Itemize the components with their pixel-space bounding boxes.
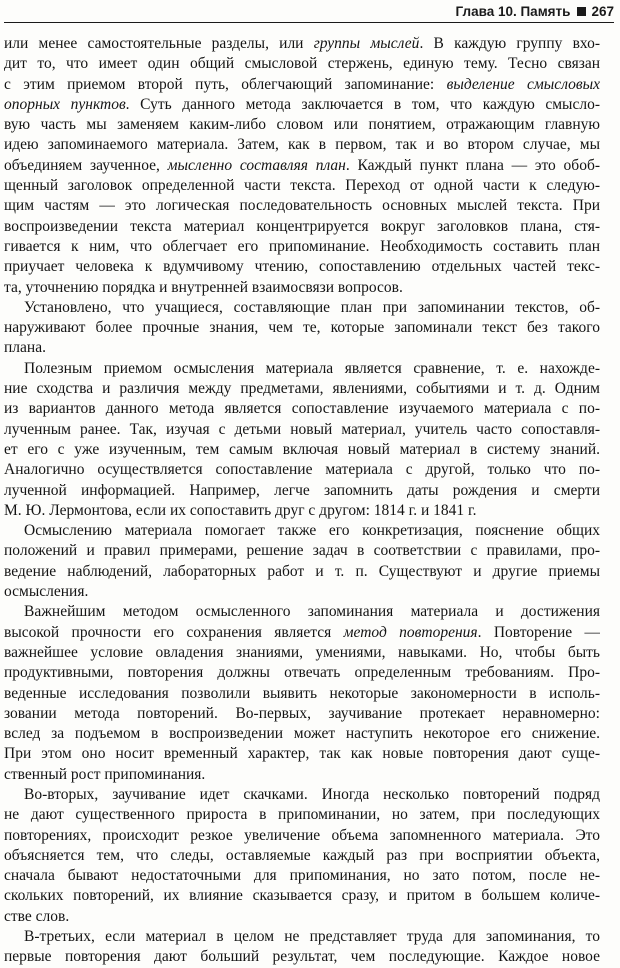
text-run: повторениях, происходит резкое увеличение объема запомненного материала. Это xyxy=(4,826,600,844)
text-run: Осмыслению материала помогает также его конкретизация, пояснение общих xyxy=(24,522,600,540)
text-run: приучает человека к вдумчивому чтению, сопоставлению отдельных частей текс- xyxy=(4,258,600,276)
text-line xyxy=(4,318,600,338)
text-run: воспроизведении текста материал концентрируется вокруг заголовков плана, стя- xyxy=(4,217,600,235)
italic-term: выделение смысловых xyxy=(446,75,600,93)
text-run: При этом оно носит временный характер, так как новые повторения дают суще- xyxy=(4,745,600,763)
text-run: зовании метода повторений. Во-первых, заучивание протекает неравномерно: xyxy=(4,704,600,722)
text-line xyxy=(4,176,600,196)
text-line xyxy=(4,237,600,257)
text-run: М. Ю. Лермонтова, если их сопоставить друг с другом: 1814 г. и 1841 г. xyxy=(4,501,477,519)
text-run: вую часть мы заменяем каким-либо словом или понятием, отражающим главную xyxy=(4,116,600,134)
text-run: Полезным приемом осмысления материала является сравнение, т. е. нахожде- xyxy=(24,359,600,377)
text-run: Во-вторых, заучивание идет скачками. Иногда несколько повторений подряд xyxy=(24,785,600,803)
text-line xyxy=(4,135,600,155)
text-run: . Каждый пункт плана — это обоб- xyxy=(345,156,600,174)
text-run: осмысления. xyxy=(4,583,89,601)
text-line xyxy=(4,907,600,927)
text-line xyxy=(4,704,600,724)
text-line xyxy=(4,95,600,115)
text-run: или менее самостоятельные разделы, или xyxy=(4,35,314,52)
italic-term: метод повторения xyxy=(343,623,478,641)
text-line xyxy=(4,724,600,744)
text-run: . Повторение — xyxy=(477,623,600,641)
text-run: продуктивными, повторения должны отвечать определенным требованиям. Про- xyxy=(4,664,600,682)
text-run: сначала бывают недостаточными для припоминания, но зато потом, после не- xyxy=(4,867,600,885)
italic-term: опорных пунктов xyxy=(4,95,126,113)
text-run: ет его с уже изученным, тем самым включая новый материал в систему знаний. xyxy=(4,440,600,458)
italic-term: группы мыслей xyxy=(313,35,420,52)
text-line xyxy=(4,156,600,176)
text-line xyxy=(4,602,600,622)
text-line xyxy=(4,338,600,358)
italic-term: мысленно составляя план xyxy=(167,156,346,174)
text-run: Важнейшим методом осмысленного запоминания материала и достижения xyxy=(24,603,600,621)
text-run: объединяем заученное, xyxy=(4,156,168,174)
text-line xyxy=(4,196,600,216)
text-run: важнейшее условие овладения знаниями, умениями, навыками. Но, чтобы быть xyxy=(4,643,600,661)
text-line xyxy=(4,399,600,419)
chapter-title: Глава 10. Память xyxy=(455,3,571,19)
page-number: 267 xyxy=(591,3,614,19)
text-line xyxy=(4,501,600,521)
text-run: из вариантов данного метода является сопоставление изучаемого материала с по- xyxy=(4,400,600,418)
text-run: . В каждую группу вхо- xyxy=(419,35,600,52)
text-line xyxy=(4,541,600,561)
text-line xyxy=(4,805,600,825)
text-line xyxy=(4,562,600,582)
text-line xyxy=(4,643,600,663)
text-run: вслед за подъемом в воспроизведении может наступить некоторое его снижение. xyxy=(4,725,600,743)
text-line xyxy=(4,744,600,764)
text-run: веденные исследования позволили выявить некоторые закономерности в исполь- xyxy=(4,684,600,702)
text-line xyxy=(4,826,600,846)
text-run: положений и правил примерами, решение задач в соответствии с правилами, про- xyxy=(4,542,600,560)
text-line xyxy=(4,927,600,947)
text-run: . Суть данного метода заключается в том, что каждую смысло- xyxy=(125,95,600,113)
text-run: дит то, что имеет один общий смысловой стержень, единую тему. Тесно связан xyxy=(4,55,600,73)
text-run: лученной информацией. Например, легче запомнить даты рождения и смерти xyxy=(4,481,600,499)
body-text xyxy=(4,34,600,968)
text-run: та, уточнению порядка и внутренней взаимосвязи вопросов. xyxy=(4,278,403,296)
text-line xyxy=(4,54,600,74)
text-line xyxy=(4,663,600,683)
text-run: не дают существенного прироста в припоминании, но затем, при последующих xyxy=(4,806,600,824)
text-line xyxy=(4,460,600,480)
text-line xyxy=(4,947,600,967)
text-run: Аналогично осуществляется сопоставление материала с другой, только что по- xyxy=(4,461,600,479)
text-line xyxy=(4,440,600,460)
text-run: объясняется тем, что следы, оставляемые каждый раз при восприятии объекта, xyxy=(4,846,600,864)
text-line xyxy=(4,684,600,704)
text-line xyxy=(4,115,600,135)
text-line xyxy=(4,379,600,399)
text-line xyxy=(4,278,600,298)
text-line xyxy=(4,521,600,541)
text-run: ведение наблюдений, лабораторных работ и т. п. Существуют и другие приемы xyxy=(4,562,600,580)
text-run: лученным ранее. Так, изучая с детьми новый материал, учитель часто сопоставля- xyxy=(4,420,600,438)
text-run: скольких повторений, их влияние сказывается сразу, и притом в большем количе- xyxy=(4,887,600,905)
text-run: щим частям — это логическая последовательность основных мыслей текста. При xyxy=(4,197,600,215)
text-run: гивается к ним, что облегчает его припоминание. Необходимость составить план xyxy=(4,237,600,255)
text-line xyxy=(4,359,600,379)
text-run: ственный рост припоминания. xyxy=(4,765,206,783)
text-run: с этим приемом второй путь, облегчающий запоминание: xyxy=(4,75,447,93)
text-run: ние сходства и различия между предметами, явлениями, событиями и т. д. Одним xyxy=(4,380,600,398)
text-line xyxy=(4,582,600,602)
text-line xyxy=(4,866,600,886)
text-line xyxy=(4,34,600,54)
text-run: высокой прочности его сохранения является xyxy=(4,623,344,641)
text-line xyxy=(4,623,600,643)
text-run: стве слов. xyxy=(4,907,70,925)
text-line xyxy=(4,257,600,277)
text-line xyxy=(4,298,600,318)
square-bullet-icon xyxy=(577,7,586,16)
text-line xyxy=(4,75,600,95)
text-line xyxy=(4,785,600,805)
running-header xyxy=(4,0,614,23)
text-line xyxy=(4,481,600,501)
text-run: первые повторения дают больший результат, чем последующие. Каждое новое xyxy=(4,948,600,966)
text-run: В-третьих, если материал в целом не представляет труда для запоминания, то xyxy=(24,928,600,946)
text-run: плана. xyxy=(4,339,46,357)
text-run: идею запоминаемого материала. Затем, как в первом, так и во втором случае, мы xyxy=(4,136,600,154)
text-line xyxy=(4,420,600,440)
text-line xyxy=(4,217,600,237)
text-line xyxy=(4,846,600,866)
text-line xyxy=(4,765,600,785)
text-run: наруживают более прочные знания, чем те, которые запоминали текст без такого xyxy=(4,319,600,337)
text-run: Установлено, что учащиеся, составляющие план при запоминании текстов, об- xyxy=(24,298,600,316)
text-line xyxy=(4,886,600,906)
text-run: щенный заголовок определенной части текста. Переход от одной части к следую- xyxy=(4,177,600,195)
